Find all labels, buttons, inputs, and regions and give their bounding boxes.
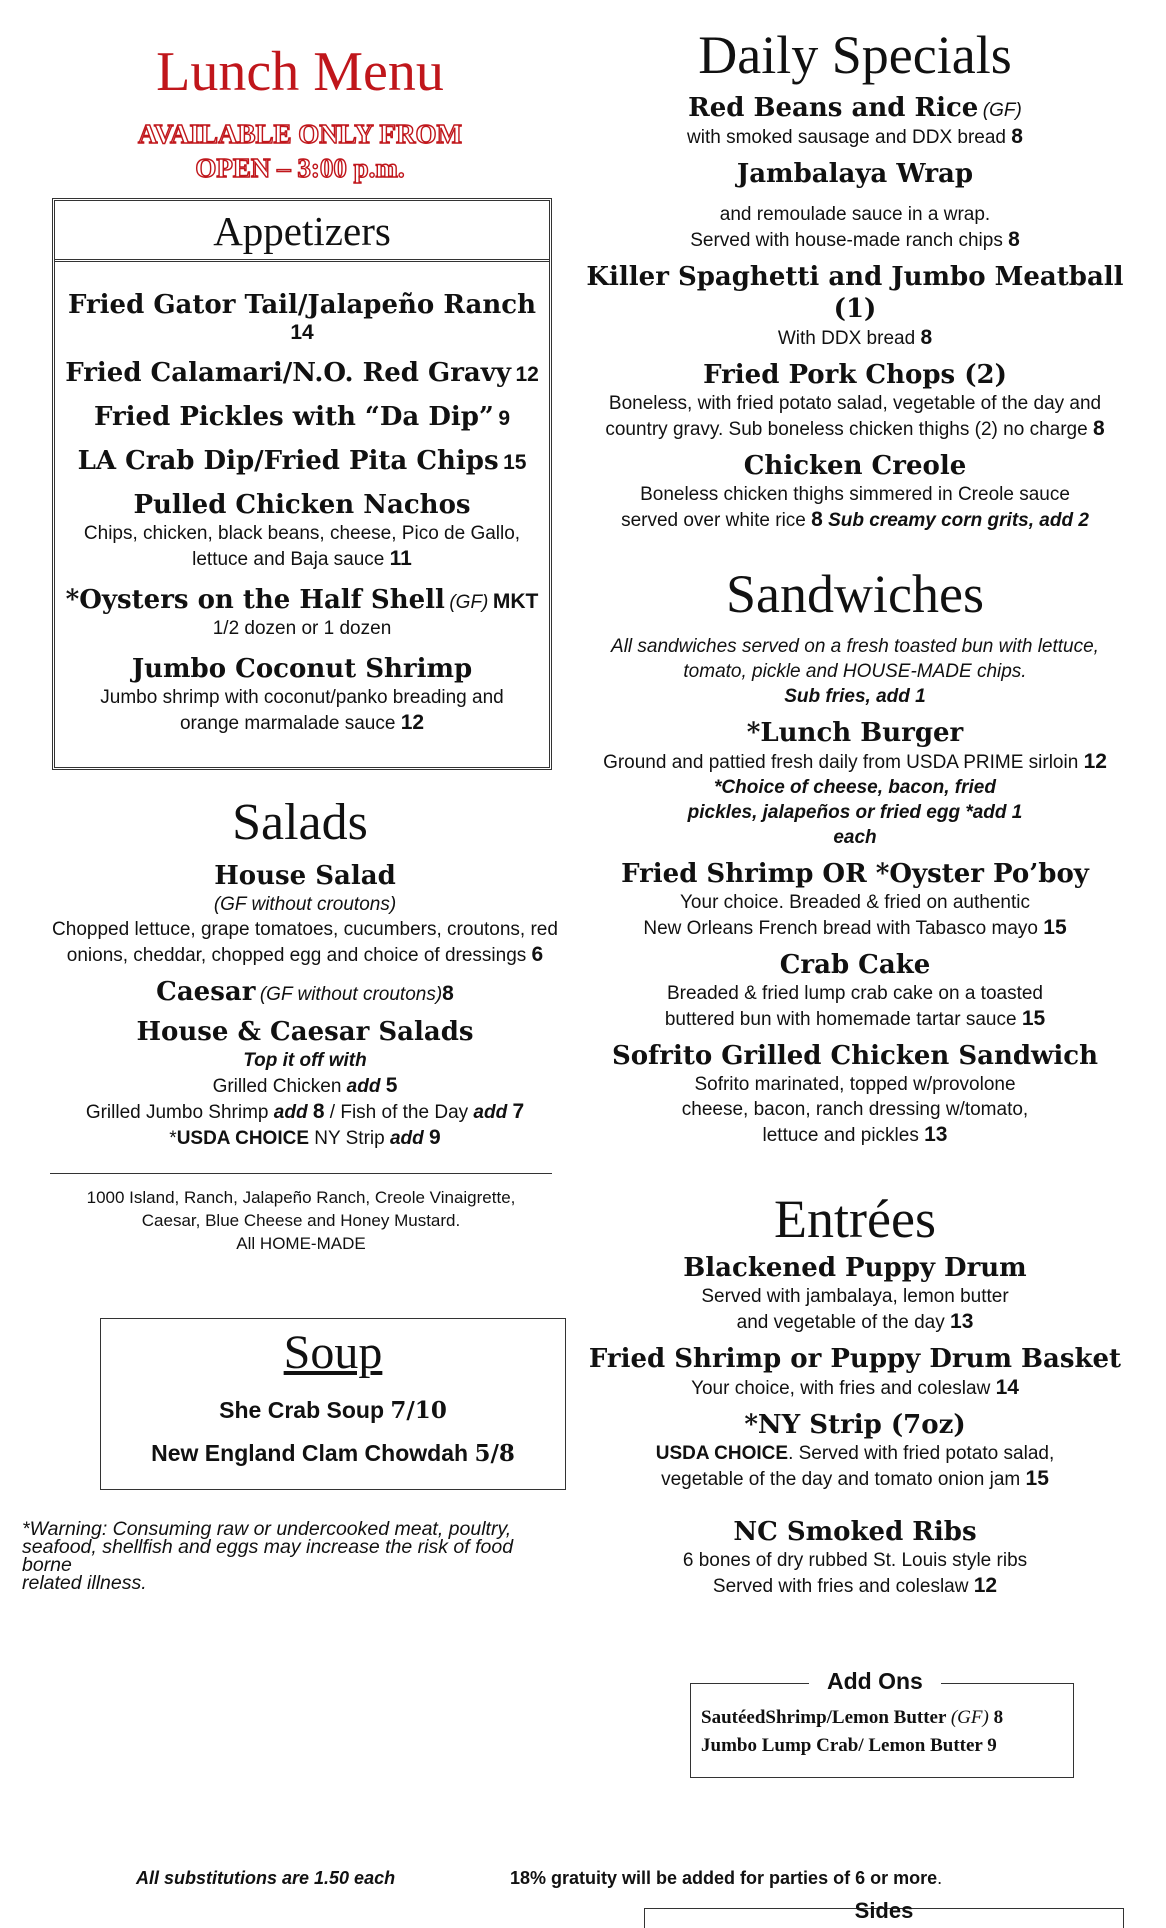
warning-line: borne xyxy=(22,1554,72,1576)
menu-item xyxy=(55,445,549,477)
item-price: 8 xyxy=(1008,228,1020,251)
menu-item xyxy=(585,1516,1125,1599)
item-description xyxy=(40,942,570,968)
addon-item xyxy=(701,1704,1003,1732)
food-safety-warning xyxy=(22,1520,567,1592)
gratuity-text: 18% gratuity will be added for parties of 6 or more xyxy=(510,1868,938,1888)
item-name: House Salad xyxy=(214,861,396,891)
item-name: Jumbo Lump Crab/ Lemon Butter xyxy=(701,1735,983,1756)
item-extra: each xyxy=(833,827,877,848)
warning-line: *Warning: Consuming raw or undercooked meat, poultry, xyxy=(22,1518,512,1540)
item-description xyxy=(585,124,1125,150)
gratuity-note xyxy=(510,1868,942,1889)
entrees-title: Entrées xyxy=(774,1189,936,1249)
sides-section xyxy=(644,1898,1124,1928)
item-description xyxy=(585,507,1125,533)
item-price: 15 xyxy=(1021,1007,1046,1030)
item-description: Breaded & fried lump crab cake on a toasted xyxy=(666,983,1043,1004)
item-description xyxy=(585,1006,1125,1032)
topper-star: * xyxy=(169,1128,177,1149)
menu-item xyxy=(585,1252,1125,1335)
topper-add: add xyxy=(346,1076,381,1097)
item-description-text: and vegetable of the day xyxy=(736,1312,945,1333)
dressings-line: 1000 Island, Ranch, Jalapeño Ranch, Creole Vinaigrette, xyxy=(86,1188,516,1207)
item-description-text: with smoked sausage and DDX bread xyxy=(687,127,1006,148)
item-price: 7/10 xyxy=(390,1397,447,1424)
item-note: (GF) xyxy=(982,100,1022,121)
appetizers-list xyxy=(55,289,549,748)
item-description-text: Served with fries and coleslaw xyxy=(712,1576,969,1597)
item-description xyxy=(55,710,549,736)
entrees-list xyxy=(585,1252,1125,1607)
topper-option xyxy=(40,1073,570,1099)
appetizers-section xyxy=(52,198,552,770)
item-price: 5/8 xyxy=(474,1440,515,1467)
addon-item xyxy=(701,1732,1003,1760)
item-extra: *Choice of cheese, bacon, fried xyxy=(714,777,996,798)
menu-item xyxy=(585,949,1125,1032)
item-price: 8 xyxy=(811,508,823,531)
menu-item xyxy=(55,489,549,572)
item-description: and remoulade sauce in a wrap. xyxy=(719,204,991,225)
item-name: Killer Spaghetti and Jumbo Meatball (1) xyxy=(586,262,1124,324)
item-name: Jambalaya Wrap xyxy=(736,159,974,189)
topper-name: NY Strip xyxy=(314,1128,385,1149)
intro-line: Sub fries, add 1 xyxy=(784,686,926,707)
menu-item xyxy=(101,1389,565,1432)
item-description: 6 bones of dry rubbed St. Louis style ribs xyxy=(682,1550,1028,1571)
item-name: Fried Gator Tail/Jalapeño Ranch xyxy=(67,290,537,320)
menu-item xyxy=(55,584,549,641)
availability-line-2: OPEN – 3:00 p.m. xyxy=(195,153,405,183)
topper-heading: Top it off with xyxy=(243,1050,367,1071)
item-price: 12 xyxy=(400,711,425,734)
item-name: Fried Shrimp OR *Oyster Po’boy xyxy=(621,859,1089,889)
item-description: Chips, chicken, black beans, cheese, Pico de Gallo, xyxy=(83,523,521,544)
item-description xyxy=(585,1375,1125,1401)
item-name: *Lunch Burger xyxy=(746,718,964,748)
item-description-text: New Orleans French bread with Tabasco mayo xyxy=(643,918,1038,939)
topper-add: add xyxy=(473,1102,508,1123)
availability-notice xyxy=(50,117,550,185)
menu-item xyxy=(585,1040,1125,1148)
item-name: Fried Shrimp or Puppy Drum Basket xyxy=(588,1344,1122,1374)
menu-item xyxy=(101,1432,565,1475)
topper-option xyxy=(40,1099,570,1125)
item-price: 8 xyxy=(1092,417,1105,440)
menu-item xyxy=(585,92,1125,150)
salads-title: Salads xyxy=(232,794,368,851)
item-price: 13 xyxy=(924,1123,948,1146)
item-description: cheese, bacon, ranch dressing w/tomato, xyxy=(681,1099,1029,1120)
item-description: Boneless chicken thighs simmered in Creole sauce xyxy=(640,484,1070,505)
menu-item xyxy=(55,401,549,433)
item-description-text: With DDX bread xyxy=(777,328,916,349)
item-description xyxy=(585,1466,1125,1492)
item-description xyxy=(55,546,549,572)
daily-specials-list xyxy=(585,92,1125,541)
sandwiches-title: Sandwiches xyxy=(726,564,984,624)
item-price: 6 xyxy=(531,943,544,966)
topper-grade: USDA CHOICE xyxy=(176,1128,309,1149)
menu-item xyxy=(55,653,549,736)
menu-item xyxy=(585,1343,1125,1401)
soup-title: Soup xyxy=(283,1326,383,1379)
item-price: 14 xyxy=(290,321,314,344)
item-name: Blackened Puppy Drum xyxy=(683,1253,1027,1283)
menu-item xyxy=(40,860,570,968)
item-description xyxy=(585,325,1125,351)
item-description-text: vegetable of the day and tomato onion jam xyxy=(661,1469,1021,1490)
item-description xyxy=(585,1122,1125,1148)
item-description xyxy=(585,416,1125,442)
item-name: Fried Pickles with “Da Dip” xyxy=(93,402,494,432)
item-grade: USDA CHOICE xyxy=(655,1443,789,1464)
availability-line-1: AVAILABLE ONLY FROM xyxy=(137,119,463,149)
item-name: Fried Calamari/N.O. Red Gravy xyxy=(65,358,511,388)
item-description: Served with jambalaya, lemon butter xyxy=(701,1286,1009,1307)
item-price: 9 xyxy=(498,407,511,430)
item-price: 8 xyxy=(993,1707,1004,1728)
soup-section xyxy=(100,1318,566,1490)
item-description: 1/2 dozen or 1 dozen xyxy=(212,618,392,639)
item-price: 9 xyxy=(429,1126,441,1149)
menu-item xyxy=(585,450,1125,533)
menu-item xyxy=(55,289,549,345)
intro-line: All sandwiches served on a fresh toasted bun with lettuce, xyxy=(611,636,1099,657)
item-price: 15 xyxy=(1025,1467,1049,1490)
item-description xyxy=(585,1441,1125,1466)
soup-list xyxy=(101,1389,565,1475)
item-price: 7 xyxy=(512,1100,525,1123)
salads-section xyxy=(40,860,570,1159)
topper-add: add xyxy=(389,1128,424,1149)
item-price: 8 xyxy=(442,982,454,1005)
item-description-text: onions, cheddar, chopped egg and choice of dressings xyxy=(66,945,527,966)
item-price: 12 xyxy=(973,1574,998,1597)
divider xyxy=(50,1173,552,1174)
item-name: Chicken Creole xyxy=(743,451,967,481)
addons-section xyxy=(690,1668,1074,1778)
menu-item xyxy=(585,261,1125,351)
addons-title: Add Ons xyxy=(809,1668,941,1694)
item-description xyxy=(585,1309,1125,1335)
item-note: (GF without croutons) xyxy=(213,894,397,915)
topper-add: add xyxy=(273,1102,308,1123)
menu-title: Lunch Menu xyxy=(156,41,444,103)
intro-line: tomato, pickle and HOUSE-MADE chips. xyxy=(683,661,1027,682)
menu-item xyxy=(585,158,1125,253)
item-name: Red Beans and Rice xyxy=(688,93,979,123)
warning-line: related illness. xyxy=(22,1572,147,1594)
menu-item xyxy=(585,858,1125,941)
item-description-text: buttered bun with homemade tartar sauce xyxy=(664,1009,1017,1030)
item-description-text: country gravy. Sub boneless chicken thighs (2) no charge xyxy=(605,419,1088,440)
item-description xyxy=(585,1573,1125,1599)
menu-item xyxy=(585,717,1125,850)
item-name: Caesar xyxy=(156,977,256,1007)
item-name: LA Crab Dip/Fried Pita Chips xyxy=(77,446,499,476)
item-price: 11 xyxy=(389,547,412,570)
item-name: Crab Cake xyxy=(779,950,931,980)
menu-item xyxy=(55,357,549,389)
item-price: 15 xyxy=(503,451,527,474)
item-description xyxy=(585,227,1125,253)
item-name: New England Clam Chowdah xyxy=(151,1440,469,1466)
item-price: 8 xyxy=(312,1100,325,1123)
appetizers-title: Appetizers xyxy=(213,208,391,254)
item-note: (GF without croutons) xyxy=(259,984,443,1005)
item-name: Jumbo Coconut Shrimp xyxy=(131,654,473,684)
menu-item xyxy=(585,1409,1125,1492)
addons-list xyxy=(701,1704,1003,1760)
item-description xyxy=(585,915,1125,941)
item-name: *NY Strip (7oz) xyxy=(744,1410,966,1440)
item-price: MKT xyxy=(492,590,539,613)
item-price: 15 xyxy=(1043,916,1067,939)
substitutions-note: All substitutions are 1.50 each xyxy=(136,1868,396,1888)
item-price: 12 xyxy=(515,363,539,386)
item-name: Fried Pork Chops (2) xyxy=(703,360,1007,390)
menu-item xyxy=(40,1016,570,1151)
gratuity-period: . xyxy=(937,1868,943,1888)
item-description: Sofrito marinated, topped w/provolone xyxy=(694,1074,1016,1095)
topper-option xyxy=(40,1125,570,1151)
dressings-line: Caesar, Blue Cheese and Honey Mustard. xyxy=(141,1211,461,1230)
item-price: 14 xyxy=(995,1376,1019,1399)
separator: / xyxy=(329,1102,336,1123)
sandwiches-intro xyxy=(585,634,1125,709)
item-price: 5 xyxy=(385,1074,398,1097)
item-name: Pulled Chicken Nachos xyxy=(133,490,471,520)
topper-name: Grilled Jumbo Shrimp xyxy=(85,1102,269,1123)
item-price: 13 xyxy=(950,1310,974,1333)
item-description: Chopped lettuce, grape tomatoes, cucumbers, croutons, red xyxy=(52,919,558,940)
item-name: *Oysters on the Half Shell xyxy=(65,585,445,615)
item-name: House & Caesar Salads xyxy=(136,1017,474,1047)
item-note: (GF) xyxy=(449,592,489,613)
item-extra: pickles, jalapeños or fried egg *add 1 xyxy=(687,802,1023,823)
warning-line: seafood, shellfish and eggs may increase the risk of food xyxy=(22,1536,514,1558)
item-description-text: lettuce and pickles xyxy=(762,1125,919,1146)
menu-item xyxy=(40,976,570,1008)
item-extra: Sub creamy corn grits, add 2 xyxy=(828,510,1089,531)
item-note: (GF) xyxy=(950,1707,989,1728)
item-price: 8 xyxy=(920,326,933,349)
item-price: 12 xyxy=(1083,750,1107,773)
item-name: She Crab Soup xyxy=(219,1397,385,1423)
daily-specials-title: Daily Specials xyxy=(698,25,1012,85)
item-description-text: served over white rice xyxy=(621,510,806,531)
item-description-text: . Served with fried potato salad, xyxy=(788,1443,1055,1464)
item-name: Sofrito Grilled Chicken Sandwich xyxy=(611,1041,1099,1071)
item-description-text: Ground and pattied fresh daily from USDA PRIME sirloin xyxy=(603,752,1079,773)
item-description: Jumbo shrimp with coconut/panko breading and xyxy=(100,687,504,708)
item-name: NC Smoked Ribs xyxy=(733,1517,977,1547)
sides-title: Sides xyxy=(854,1898,914,1923)
appetizers-header xyxy=(55,201,549,262)
topper-name: Grilled Chicken xyxy=(212,1076,342,1097)
item-description: Your choice. Breaded & fried on authentic xyxy=(680,892,1030,913)
item-price: 9 xyxy=(987,1735,997,1756)
item-name: SautéedShrimp/Lemon Butter xyxy=(701,1707,947,1728)
menu-item xyxy=(585,359,1125,442)
item-description-text: orange marmalade sauce xyxy=(179,713,396,734)
item-description xyxy=(585,749,1125,775)
item-description-text: Served with house-made ranch chips xyxy=(690,230,1003,251)
dressings-line: All HOME-MADE xyxy=(236,1234,366,1253)
sandwiches-list xyxy=(585,634,1125,1156)
topper-name: Fish of the Day xyxy=(340,1102,469,1123)
item-price: 8 xyxy=(1011,125,1023,148)
dressings-list xyxy=(50,1186,552,1255)
item-description: Boneless, with fried potato salad, vegetable of the day and xyxy=(608,393,1102,414)
item-description-text: lettuce and Baja sauce xyxy=(192,549,385,570)
item-description-text: Your choice, with fries and coleslaw xyxy=(691,1378,991,1399)
